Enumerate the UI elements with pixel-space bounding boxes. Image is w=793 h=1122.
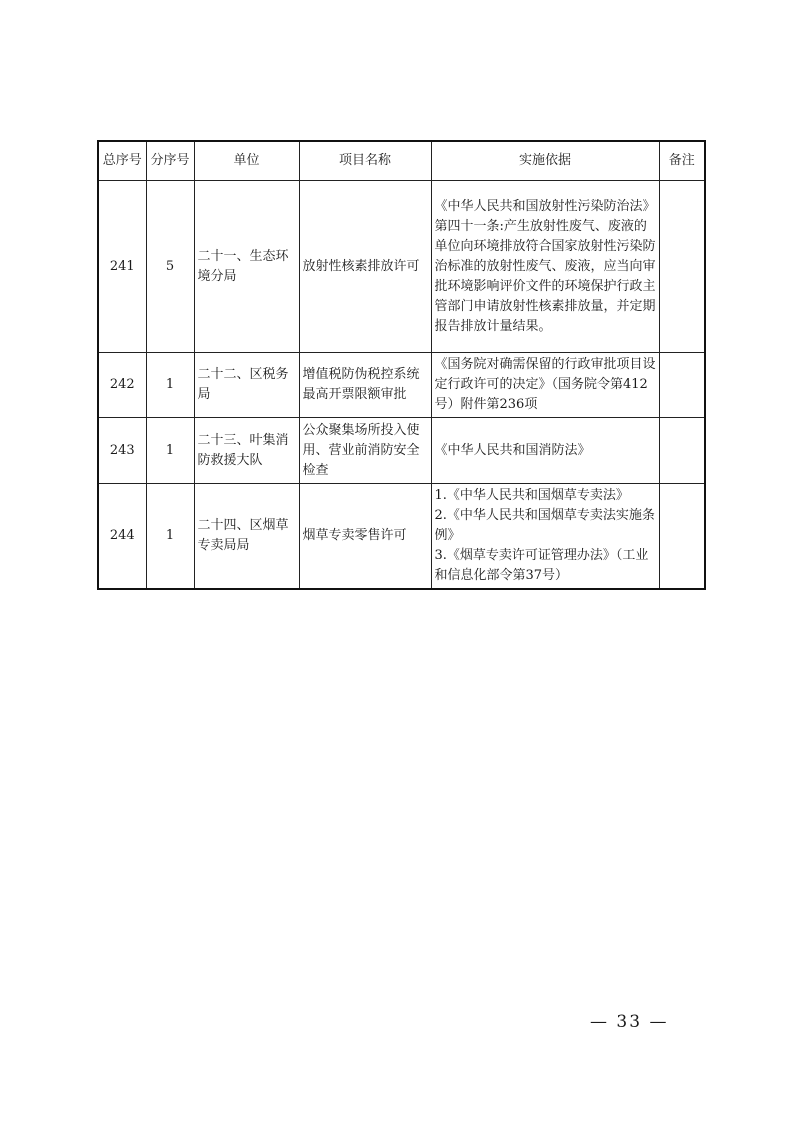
basis-line: 1.《中华人民共和国烟草专卖法》 — [434, 488, 629, 503]
basis-line: 《国务院对确需保留的行政审批项目设定行政许可的决定》（国务院令第412号）附件第236项 — [434, 357, 656, 412]
table-row — [98, 418, 705, 484]
cell-sub-number: 1 — [146, 418, 194, 484]
cell-total-number: 241 — [98, 181, 146, 353]
cell-note — [659, 353, 705, 418]
cell-sub-number: 1 — [146, 484, 194, 590]
cell-total-number: 243 — [98, 418, 146, 484]
basis-line: 《中华人民共和国放射性污染防治法》第四十一条:产生放射性废气、废液的单位向环境排放符合国家放射性污染防治标准的放射性废气、废液，应当向审批环境影响评价文件的环境保护行政主管部门申请放射性核素排放量，并定期报告排放计量结果。 — [434, 198, 656, 334]
cell-unit: 二十三、叶集消防救援大队 — [194, 418, 299, 484]
cell-note — [659, 181, 705, 353]
cell-item-name: 增值税防伪税控系统最高开票限额审批 — [299, 353, 431, 418]
header-note: 备注 — [659, 141, 705, 181]
basis-line: 2.《中华人民共和国烟草专卖法实施条例》 — [434, 508, 655, 543]
table-row — [98, 353, 705, 418]
cell-total-number: 244 — [98, 484, 146, 590]
table-row — [98, 181, 705, 353]
cell-total-number: 242 — [98, 353, 146, 418]
header-total-number: 总序号 — [98, 141, 146, 181]
header-sub-number: 分序号 — [146, 141, 194, 181]
cell-basis — [431, 418, 659, 484]
cell-item-name: 放射性核素排放许可 — [299, 181, 431, 353]
page-number: — 33 — — [590, 1012, 669, 1032]
header-basis: 实施依据 — [431, 141, 659, 181]
cell-basis — [431, 484, 659, 590]
cell-unit: 二十一、生态环境分局 — [194, 181, 299, 353]
cell-unit: 二十四、区烟草专卖局局 — [194, 484, 299, 590]
cell-item-name: 烟草专卖零售许可 — [299, 484, 431, 590]
basis-line: 《中华人民共和国消防法》 — [434, 442, 591, 458]
header-item-name: 项目名称 — [299, 141, 431, 181]
permit-table — [97, 140, 706, 590]
cell-note — [659, 484, 705, 590]
cell-note — [659, 418, 705, 484]
basis-line: 3.《烟草专卖许可证管理办法》（工业和信息化部令第37号） — [434, 548, 649, 583]
cell-unit: 二十二、区税务局 — [194, 353, 299, 418]
table-row — [98, 484, 705, 590]
cell-basis — [431, 353, 659, 418]
table-header-row — [98, 141, 705, 181]
cell-item-name: 公众聚集场所投入使用、营业前消防安全检查 — [299, 418, 431, 484]
cell-sub-number: 1 — [146, 353, 194, 418]
cell-sub-number: 5 — [146, 181, 194, 353]
cell-basis — [431, 181, 659, 353]
header-unit: 单位 — [194, 141, 299, 181]
